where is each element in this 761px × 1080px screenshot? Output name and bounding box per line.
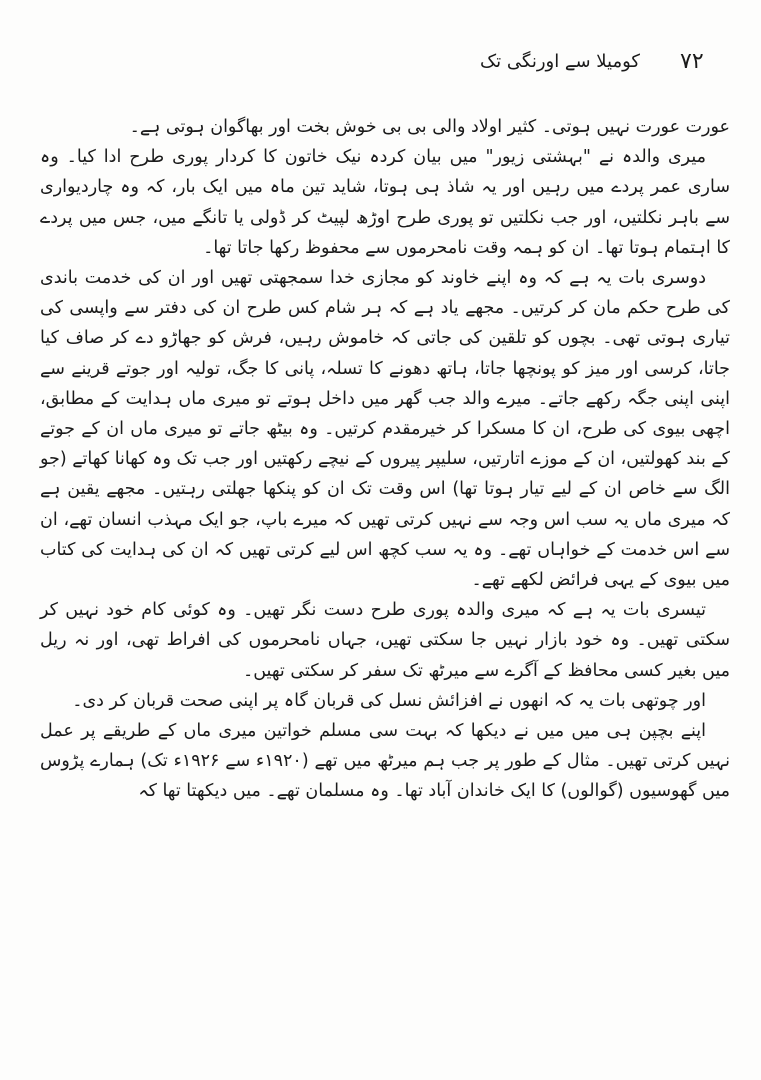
running-title: کومیلا سے اورنگی تک	[480, 51, 640, 72]
paragraph: اپنے بچپن ہی میں میں نے دیکھا کہ بہت سی مسلم خواتین میری ماں کے طریقے پر عمل نہیں کرتی تھیں۔ مثال کے طور پر جب ہم میرٹھ میں تھے (۱۹۲۰ء سے ۱۹۲۶ء تک) ہمارے پڑوس میں گھوسیوں (گوالوں) کا ایک خاندان آباد تھا۔ وہ مسلمان تھے۔ میں دیکھتا تھا کہ	[40, 721, 731, 802]
paragraph: دوسری بات یہ ہے کہ وہ اپنے خاوند کو مجازی خدا سمجھتی تھیں اور ان کی خدمت باندی کی طرح حکم مان کر کرتیں۔ مجھے یاد ہے کہ ہر شام کس طرح ان کی دفتر سے واپسی کی تیاری ہوتی تھی۔ بچوں کو تلقین کی جاتی کہ خاموش رہیں، فرش کو جھاڑو دے کر صاف کیا جاتا، کرسی اور میز کو پونچھا جاتا، ہاتھ دھونے کا تسلہ، پانی کا جگ، تولیہ اور جوتے قرینے سے اپنی اپنی جگہ رکھے جاتے۔ میرے والد جب گھر میں داخل ہوتے تو میری ماں ہدایت کے مطابق، اچھی بیوی کی طرح، ان کا مسکرا کر خیرمقدم کرتیں۔ وہ بیٹھ جاتے تو میری ماں ان کے جوتے کے بند کھولتیں، ان کے موزے اتارتیں، سلیپر پیروں کے نیچے رکھتیں اور جب تک وہ کھانا کھاتے (جو الگ سے خاص ان کے لیے تیار ہوتا تھا) اس وقت تک ان کو پنکھا جھلتی رہتیں۔ مجھے یقین ہے کہ میری ماں یہ سب اس وجہ سے نہیں کرتی تھیں کہ میرے باپ، جو ایک مہذب انسان تھے، ان سے اس خدمت کے خواہاں تھے۔ وہ یہ سب کچھ اس لیے کرتی تھیں کہ ان کی ہدایت کی کتاب میں بیوی کے یہی فرائض لکھے تھے۔	[40, 268, 730, 591]
paragraph: اور چوتھی بات یہ کہ انھوں نے افزائش نسل کی قربان گاہ پر اپنی صحت قربان کر دی۔	[72, 690, 706, 711]
paragraph: میری والدہ نے "بہشتی زیور" میں بیان کردہ نیک خاتون کا کردار پوری طرح ادا کیا۔ وہ ساری عمر پردے میں رہیں اور یہ شاذ ہی ہوتا، شاید تین ماہ میں ایک بار، کہ وہ چاردیواری سے باہر نکلتیں، اور جب نکلتیں تو پوری طرح اوڑھ لپیٹ کر ڈولی یا تانگے میں، جس میں پردے کا اہتمام ہوتا تھا۔ ان کو ہمہ وقت نامحرموں سے محفوظ رکھا جاتا تھا۔	[40, 147, 730, 258]
paragraph: تیسری بات یہ ہے کہ میری والدہ پوری طرح دست نگر تھیں۔ وہ کوئی کام خود نہیں کر سکتی تھیں۔ وہ خود بازار نہیں جا سکتی تھیں، جہاں نامحرموں کی افراط تھی، اور نہ ریل میں بغیر کسی محافظ کے آگرے سے میرٹھ تک سفر کر سکتی تھیں۔	[40, 600, 730, 681]
page-number: ۷۲	[680, 49, 704, 74]
paragraph: عورت عورت نہیں ہوتی۔ کثیر اولاد والی بی بی خوش بخت اور بھاگوان ہوتی ہے۔	[129, 117, 730, 137]
body-text	[40, 112, 730, 807]
page-header	[0, 40, 761, 80]
